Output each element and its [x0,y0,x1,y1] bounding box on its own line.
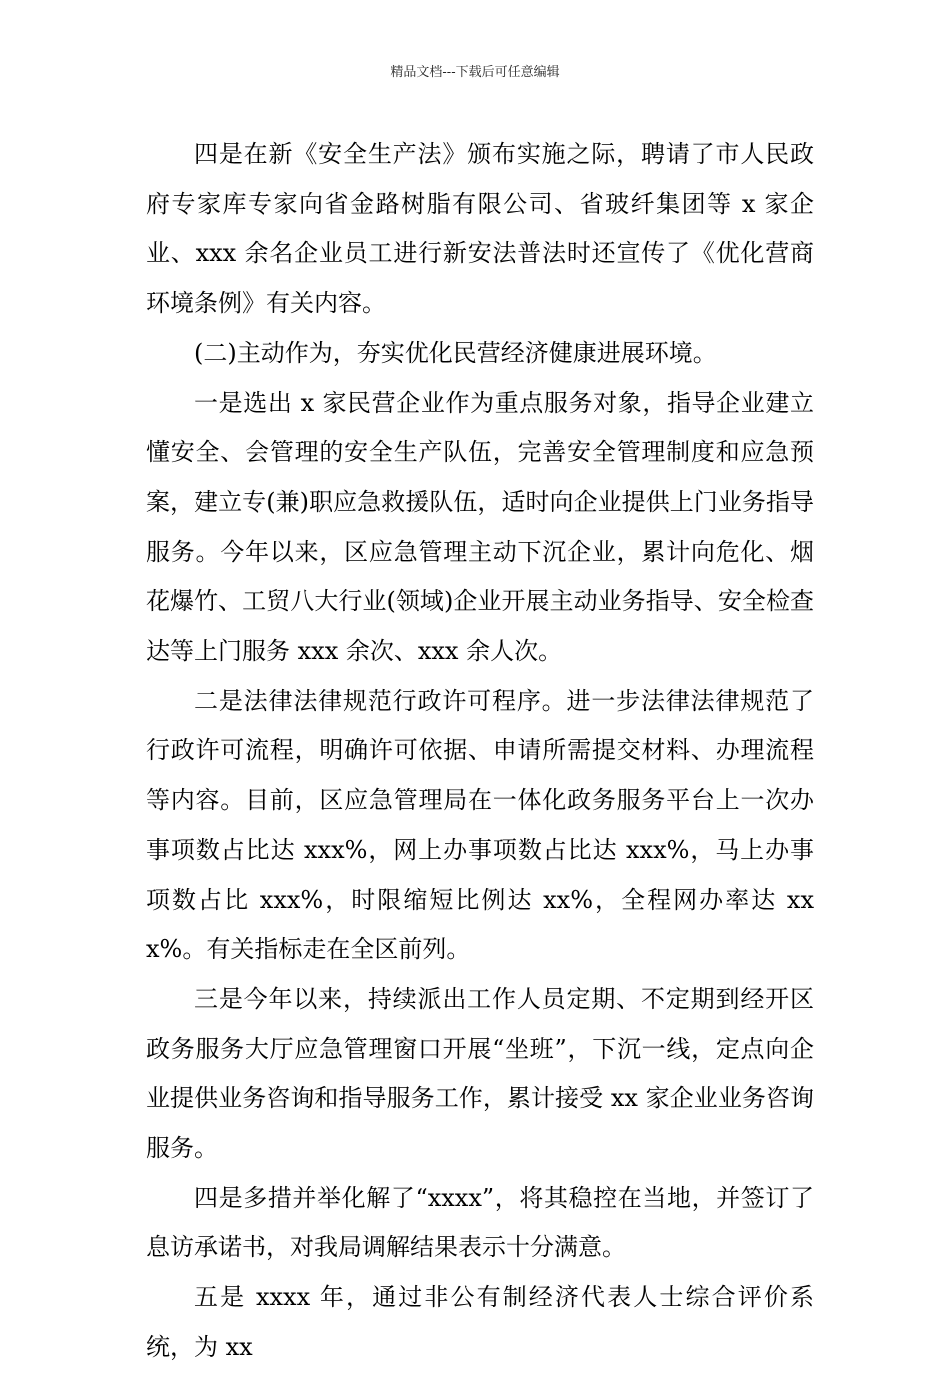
paragraph: 三是今年以来，持续派出工作人员定期、不定期到经开区政务服务大厅应急管理窗口开展“坐班”，下沉一线，定点向企业提供业务咨询和指导服务工作，累计接受 xx 家企业业务咨询服务。 [146,984,814,1163]
paragraph: 四是在新《安全生产法》颁布实施之际，聘请了市人民政府专家库专家向省金路树脂有限公司、省玻纤集团等 x 家企业、xxx 余名企业员工进行新安法普法时还宣传了《优化营商环境条例》有关内容。 [146,140,814,318]
section-heading: (二)主动作为，夯实优化民营经济健康进展环境。 [194,338,717,367]
document-body [146,130,814,1373]
paragraph: 五是 xxxx 年，通过非公有制经济代表人士综合评价系统，为 xx [146,1283,814,1361]
paragraph: 二是法律法律规范行政许可程序。进一步法律法律规范了行政许可流程，明确许可依据、申请所需提交材料、办理流程等内容。目前，区应急管理局在一体化政务服务平台上一次办事项数占比达 xxx%，网上办事项数占比达 xxx%，马上办事项数占比 xxx%，时限缩短比例达 xx%，全程网办率达 xxx%。有关指标走在全区前列。 [146,686,814,964]
page-header: 精品文档---下载后可任意编辑 [390,65,560,80]
paragraph: 一是选出 x 家民营企业作为重点服务对象，指导企业建立懂安全、会管理的安全生产队伍，完善安全管理制度和应急预案，建立专(兼)职应急救援队伍，适时向企业提供上门业务指导服务。今年以来，区应急管理主动下沉企业，累计向危化、烟花爆竹、工贸八大行业(领域)企业开展主动业务指导、安全检查达等上门服务 xxx 余次、xxx 余人次。 [146,388,814,666]
paragraph: 四是多措并举化解了“xxxx”，将其稳控在当地，并签订了息访承诺书，对我局调解结果表示十分满意。 [146,1183,814,1262]
